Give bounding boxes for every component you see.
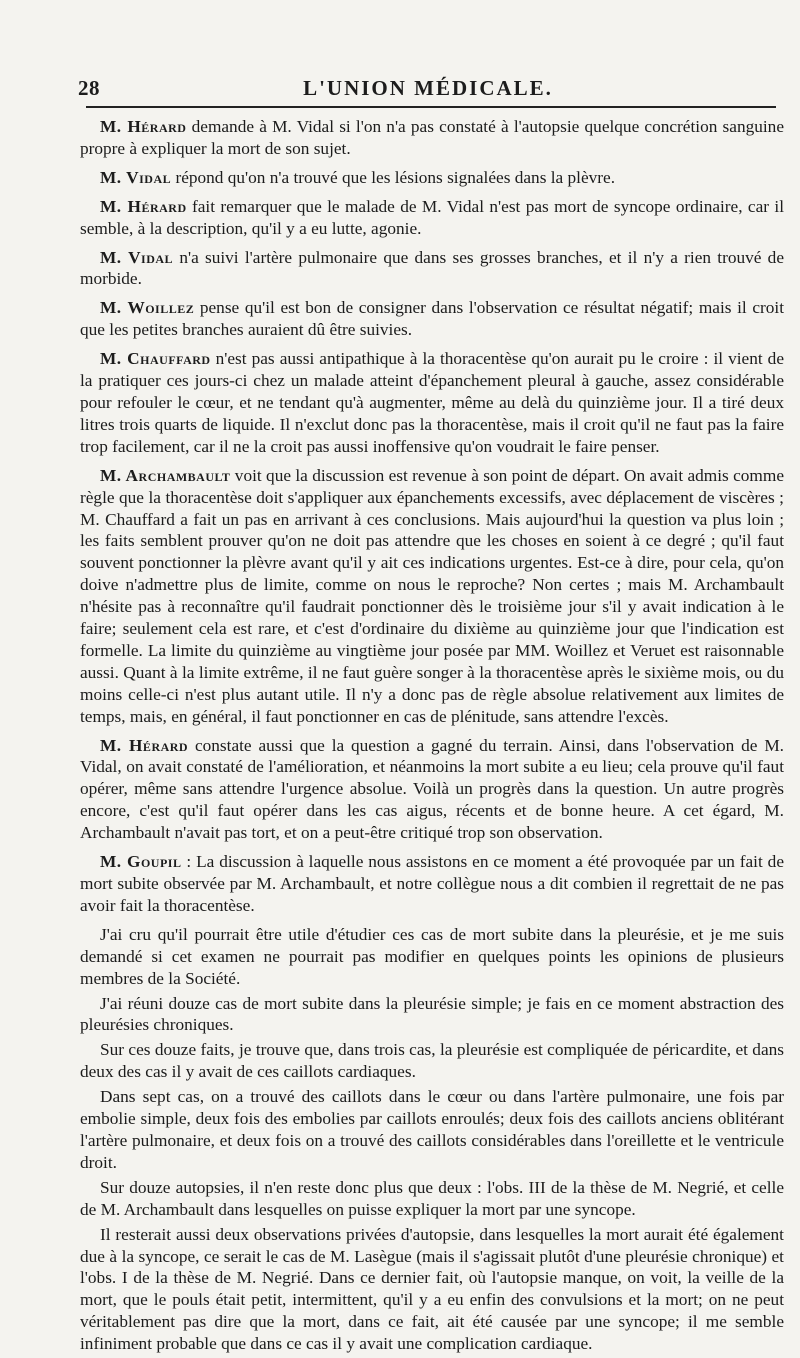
paragraph bbox=[80, 247, 784, 291]
paragraph-text: demande à M. Vidal si l'on n'a pas constaté à l'autopsie quelque concrétion sanguine propre à expliquer la mort de son sujet. bbox=[80, 117, 784, 158]
running-title: L'UNION MÉDICALE. bbox=[303, 76, 553, 100]
paragraph bbox=[80, 993, 784, 1037]
paragraph-text: fait remarquer que le malade de M. Vidal n'est pas mort de syncope ordinaire, car il semble, à la description, qu'il y a eu lutte, agonie. bbox=[80, 196, 785, 238]
speaker-name: M. Vidal bbox=[100, 247, 174, 267]
paragraph bbox=[80, 465, 784, 728]
speaker-name: M. Hérard bbox=[100, 117, 187, 136]
page-header bbox=[78, 72, 778, 102]
paragraph-text: voit que la discussion est revenue à son point de départ. On avait admis comme règle que la thoracentèse doit s'appliquer aux épanchements excessifs, avec déplacement de viscères ; M. Chauffard a fait un pas en arrivant à ces conclusions. Mais aujourd'hui la question va plus loin ; les faits semblent prouver qu'on ne doit pas attendre que les choses en soient à ce degré ; qu'il faut souvent ponctionner la plèvre avant qu'il y ait ces indications urgentes. Est-ce à dire, pour cela, qu'on doive n'admettre plus de limite, comme on nous le reproche? Non certes ; mais M. Archambault n'hésite pas à reconnaître qu'il faudrait ponctionner dès le troisième jour s'il y avait indication à le faire; seulement cela est rare, et c'est d'ordinaire du dixième au quinzième jour que l'indication est formelle. La limite du quinzième au vingtième jour posée par MM. Woillez et Veruet est raisonnable aussi. Quant à la limite extrême, il ne faut guère songer à la thoracentèse après le sixième mois, ou du moins celle-ci n'est plus autant utile. Il n'y a donc pas de règle absolue relativement aux limites de temps, mais, en général, il faut ponctionner en cas de plénitude, sans attendre l'excès. bbox=[80, 465, 784, 726]
paragraph-text: répond qu'on n'a trouvé que les lésions signalées dans la plèvre. bbox=[171, 167, 616, 187]
paragraph-text: constate aussi que la question a gagné du terrain. Ainsi, dans l'observation de M. Vidal, on avait constaté de l'amélioration, et néanmoins la mort subite a eu lieu; cela prouve qu'il faut opérer, même sans attendre l'urgence absolue. Voilà un progrès dans la question. Un autre progrès encore, c'est qu'il faut opérer dans les cas aigus, récents et de bonne heure. A cet égard, M. Archambault n'avait pas tort, et on a peut-être critiqué trop son observation. bbox=[80, 735, 784, 843]
article-body bbox=[80, 116, 784, 1358]
paragraph-text: J'ai cru qu'il pourrait être utile d'étudier ces cas de mort subite dans la pleurésie, et je me suis demandé si cet examen ne pourrait pas modifier en quelques points les opinions de plusieurs membres de la Société. bbox=[80, 924, 784, 988]
paragraph-text: Sur ces douze faits, je trouve que, dans trois cas, la pleurésie est compliquée de péricardite, et dans deux des cas il y avait de ces caillots cardiaques. bbox=[80, 1040, 784, 1082]
paragraph bbox=[80, 851, 784, 917]
paragraph-text: Il resterait aussi deux observations privées d'autopsie, dans lesquelles la mort aurait été également due à la syncope, ce serait le cas de M. Lasègue (mais il s'agissait plutôt d'une pleurésie chronique) et l'obs. I de la thèse de M. Negrié. Dans ce dernier fait, où l'autopsie manque, on voit, la veille de la mort, que le pouls était petit, intermittent, qu'il y a eu enfin des convulsions et la mort; on ne peut véritablement pas dire que la mort, dans ce fait, ait été causée par une syncope; il me semble infiniment probable que dans ce cas il y avait une complication cardiaque. bbox=[80, 1224, 784, 1354]
paragraph bbox=[80, 116, 784, 160]
paragraph-text: J'ai réuni douze cas de mort subite dans la pleurésie simple; je fais en ce moment abstraction des pleurésies chroniques. bbox=[80, 993, 784, 1035]
paragraph bbox=[80, 1039, 784, 1083]
paragraph bbox=[80, 1086, 784, 1174]
paragraph bbox=[80, 348, 784, 458]
paragraph bbox=[80, 297, 784, 341]
paragraph-text: Sur douze autopsies, il n'en reste donc plus que deux : l'obs. III de la thèse de M. Negrié, et celle de M. Archambault dans lesquelles on puisse expliquer la mort par une syncope. bbox=[80, 1177, 784, 1219]
paragraph-text: Dans sept cas, on a trouvé des caillots dans le cœur ou dans l'artère pulmonaire, une fois par embolie simple, deux fois des embolies par caillots enroulés; deux fois des caillots anciens oblitérant l'artère pulmonaire, et deux fois on a trouvé des caillots considérables dans l'oreillette et le ventricule droit. bbox=[80, 1087, 784, 1172]
paragraph bbox=[80, 1177, 784, 1221]
speaker-name: M. Hérard bbox=[100, 735, 189, 755]
speaker-name: M. Chauffard bbox=[100, 349, 211, 369]
paragraph bbox=[80, 924, 784, 990]
speaker-name: M. Goupil bbox=[100, 852, 182, 872]
paragraph-text: pense qu'il est bon de consigner dans l'observation ce résultat négatif; mais il croit que les petites branches auraient dû être suivies. bbox=[80, 298, 784, 340]
speaker-name: M. Woillez bbox=[100, 298, 195, 318]
speaker-name: M. Archambault bbox=[100, 465, 231, 485]
speaker-name: M. Vidal bbox=[100, 167, 172, 187]
header-rule bbox=[86, 106, 776, 108]
paragraph bbox=[80, 735, 784, 845]
page-number: 28 bbox=[78, 76, 100, 100]
paragraph-text: n'est pas aussi antipathique à la thoracentèse qu'on aurait pu le croire : il vient de la pratiquer ces jours-ci chez un malade atteint d'épanchement pleural à gauche, assez considérable pour refouler le cœur, et ne tendant qu'à augmenter, même au delà du quinzième jour. Il a tiré deux litres trois quarts de liquide. Il n'exclut donc pas la thoracentèse, mais il croit qu'il ne faut pas la faire trop facilement, car il ne la croit pas aussi inoffensive qu'on voudrait le faire penser. bbox=[80, 349, 784, 456]
paragraph bbox=[80, 1224, 784, 1355]
paragraph bbox=[80, 167, 784, 189]
speaker-name: M. Hérard bbox=[100, 196, 187, 216]
paragraph-text: n'a suivi l'artère pulmonaire que dans ses grosses branches, et il n'y a rien trouvé de morbide. bbox=[80, 247, 784, 289]
paragraph bbox=[80, 196, 784, 240]
paragraph-text: : La discussion à laquelle nous assistons en ce moment a été provoquée par un fait de mort subite observée par M. Archambault, et notre collègue nous a dit combien il regrettait de ne pas avoir fait la thoracentèse. bbox=[80, 852, 784, 915]
